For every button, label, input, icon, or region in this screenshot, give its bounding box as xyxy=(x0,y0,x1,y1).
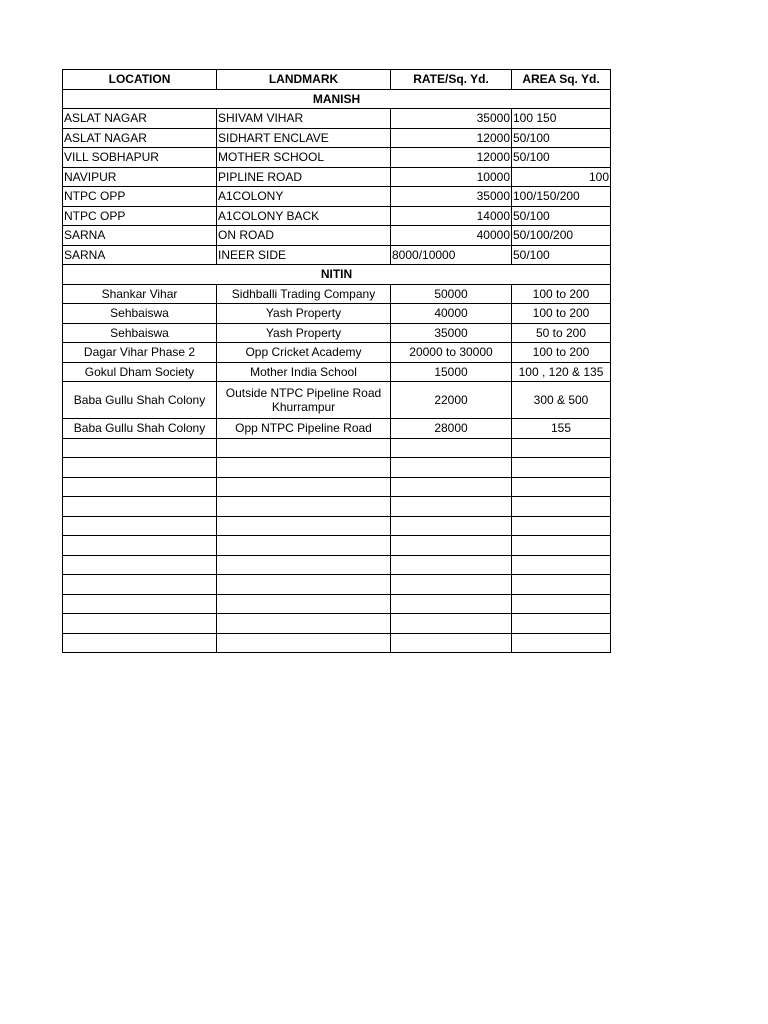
rate-cell: 35000 xyxy=(391,323,512,343)
table-row xyxy=(63,226,611,246)
table-row xyxy=(63,284,611,304)
empty-cell xyxy=(391,594,512,614)
empty-cell xyxy=(391,516,512,536)
landmark-cell: MOTHER SCHOOL xyxy=(217,148,391,168)
empty-row xyxy=(63,438,611,458)
area-cell: 300 & 500 xyxy=(512,382,611,419)
location-cell: SARNA xyxy=(63,226,217,246)
table-row xyxy=(63,382,611,419)
location-cell: Sehbaiswa xyxy=(63,304,217,324)
area-cell: 50/100 xyxy=(512,128,611,148)
empty-cell xyxy=(512,594,611,614)
rate-cell: 12000 xyxy=(391,128,512,148)
empty-cell xyxy=(217,594,391,614)
empty-cell xyxy=(217,497,391,517)
empty-cell xyxy=(217,477,391,497)
landmark-cell: INEER SIDE xyxy=(217,245,391,265)
rate-cell: 35000 xyxy=(391,109,512,129)
empty-cell xyxy=(63,536,217,556)
rate-cell: 14000 xyxy=(391,206,512,226)
area-cell: 50/100 xyxy=(512,245,611,265)
table-row xyxy=(63,128,611,148)
empty-cell xyxy=(63,614,217,634)
area-cell: 50/100/200 xyxy=(512,226,611,246)
empty-cell xyxy=(512,497,611,517)
area-cell: 100/150/200 xyxy=(512,187,611,207)
empty-row xyxy=(63,633,611,653)
empty-cell xyxy=(63,497,217,517)
empty-row xyxy=(63,516,611,536)
rate-cell: 50000 xyxy=(391,284,512,304)
empty-cell xyxy=(217,536,391,556)
header-rate: RATE/Sq. Yd. xyxy=(391,70,512,90)
area-cell: 155 xyxy=(512,419,611,439)
rate-cell: 20000 to 30000 xyxy=(391,343,512,363)
empty-cell xyxy=(391,633,512,653)
table-row xyxy=(63,245,611,265)
rate-cell: 15000 xyxy=(391,362,512,382)
landmark-cell: SIDHART ENCLAVE xyxy=(217,128,391,148)
area-cell: 100 to 200 xyxy=(512,284,611,304)
empty-cell xyxy=(63,594,217,614)
empty-cell xyxy=(391,555,512,575)
area-cell: 100 xyxy=(512,167,611,187)
empty-cell xyxy=(217,438,391,458)
table-row xyxy=(63,109,611,129)
empty-cell xyxy=(63,555,217,575)
landmark-cell: SHIVAM VIHAR xyxy=(217,109,391,129)
table-row xyxy=(63,304,611,324)
location-cell: ASLAT NAGAR xyxy=(63,128,217,148)
empty-cell xyxy=(63,458,217,478)
location-cell: NTPC OPP xyxy=(63,206,217,226)
area-cell: 100 to 200 xyxy=(512,304,611,324)
table-row xyxy=(63,206,611,226)
empty-cell xyxy=(63,438,217,458)
section-title-manish: MANISH xyxy=(63,89,611,109)
landmark-cell: Opp NTPC Pipeline Road xyxy=(217,419,391,439)
empty-cell xyxy=(512,438,611,458)
rate-cell: 28000 xyxy=(391,419,512,439)
landmark-cell: Mother India School xyxy=(217,362,391,382)
empty-cell xyxy=(63,516,217,536)
header-location: LOCATION xyxy=(63,70,217,90)
location-cell: Sehbaiswa xyxy=(63,323,217,343)
location-cell: NTPC OPP xyxy=(63,187,217,207)
area-cell: 100 to 200 xyxy=(512,343,611,363)
location-cell: Dagar Vihar Phase 2 xyxy=(63,343,217,363)
area-cell: 100 150 xyxy=(512,109,611,129)
empty-row xyxy=(63,536,611,556)
header-row xyxy=(63,70,611,90)
empty-cell xyxy=(512,477,611,497)
rates-table xyxy=(62,69,611,653)
table-row xyxy=(63,148,611,168)
empty-cell xyxy=(391,438,512,458)
location-cell: SARNA xyxy=(63,245,217,265)
empty-cell xyxy=(217,458,391,478)
table-row xyxy=(63,362,611,382)
rate-cell: 22000 xyxy=(391,382,512,419)
area-cell: 100 , 120 & 135 xyxy=(512,362,611,382)
landmark-cell: PIPLINE ROAD xyxy=(217,167,391,187)
landmark-cell: A1COLONY BACK xyxy=(217,206,391,226)
landmark-cell: A1COLONY xyxy=(217,187,391,207)
empty-row xyxy=(63,477,611,497)
landmark-cell: Yash Property xyxy=(217,304,391,324)
empty-cell xyxy=(512,633,611,653)
table-row xyxy=(63,167,611,187)
empty-cell xyxy=(217,614,391,634)
rate-cell: 40000 xyxy=(391,226,512,246)
empty-row xyxy=(63,575,611,595)
section-title-nitin: NITIN xyxy=(63,265,611,285)
empty-cell xyxy=(512,536,611,556)
table-row xyxy=(63,323,611,343)
area-cell: 50/100 xyxy=(512,206,611,226)
landmark-cell: Yash Property xyxy=(217,323,391,343)
empty-cell xyxy=(391,575,512,595)
empty-cell xyxy=(512,555,611,575)
location-cell: Baba Gullu Shah Colony xyxy=(63,419,217,439)
table-row xyxy=(63,187,611,207)
empty-cell xyxy=(63,633,217,653)
location-cell: VILL SOBHAPUR xyxy=(63,148,217,168)
landmark-cell: Outside NTPC Pipeline Road Khurrampur xyxy=(217,382,391,419)
rate-cell: 8000/10000 xyxy=(391,245,512,265)
area-cell: 50/100 xyxy=(512,148,611,168)
location-cell: Baba Gullu Shah Colony xyxy=(63,382,217,419)
empty-row xyxy=(63,497,611,517)
empty-row xyxy=(63,594,611,614)
landmark-cell: Opp Cricket Academy xyxy=(217,343,391,363)
empty-cell xyxy=(391,477,512,497)
header-area: AREA Sq. Yd. xyxy=(512,70,611,90)
location-cell: Shankar Vihar xyxy=(63,284,217,304)
area-cell: 50 to 200 xyxy=(512,323,611,343)
empty-cell xyxy=(391,536,512,556)
header-landmark: LANDMARK xyxy=(217,70,391,90)
empty-cell xyxy=(217,633,391,653)
empty-cell xyxy=(217,516,391,536)
location-cell: Gokul Dham Society xyxy=(63,362,217,382)
rate-cell: 35000 xyxy=(391,187,512,207)
empty-cell xyxy=(391,497,512,517)
empty-cell xyxy=(217,555,391,575)
empty-row xyxy=(63,458,611,478)
section-row xyxy=(63,265,611,285)
empty-cell xyxy=(512,614,611,634)
empty-cell xyxy=(63,575,217,595)
empty-cell xyxy=(512,516,611,536)
empty-cell xyxy=(512,575,611,595)
location-cell: ASLAT NAGAR xyxy=(63,109,217,129)
empty-cell xyxy=(217,575,391,595)
landmark-cell: ON ROAD xyxy=(217,226,391,246)
empty-row xyxy=(63,555,611,575)
empty-cell xyxy=(63,477,217,497)
table-row xyxy=(63,419,611,439)
section-row xyxy=(63,89,611,109)
table-row xyxy=(63,343,611,363)
rate-cell: 12000 xyxy=(391,148,512,168)
empty-row xyxy=(63,614,611,634)
rate-cell: 40000 xyxy=(391,304,512,324)
empty-cell xyxy=(512,458,611,478)
location-cell: NAVIPUR xyxy=(63,167,217,187)
rate-cell: 10000 xyxy=(391,167,512,187)
landmark-cell: Sidhballi Trading Company xyxy=(217,284,391,304)
empty-cell xyxy=(391,614,512,634)
empty-cell xyxy=(391,458,512,478)
